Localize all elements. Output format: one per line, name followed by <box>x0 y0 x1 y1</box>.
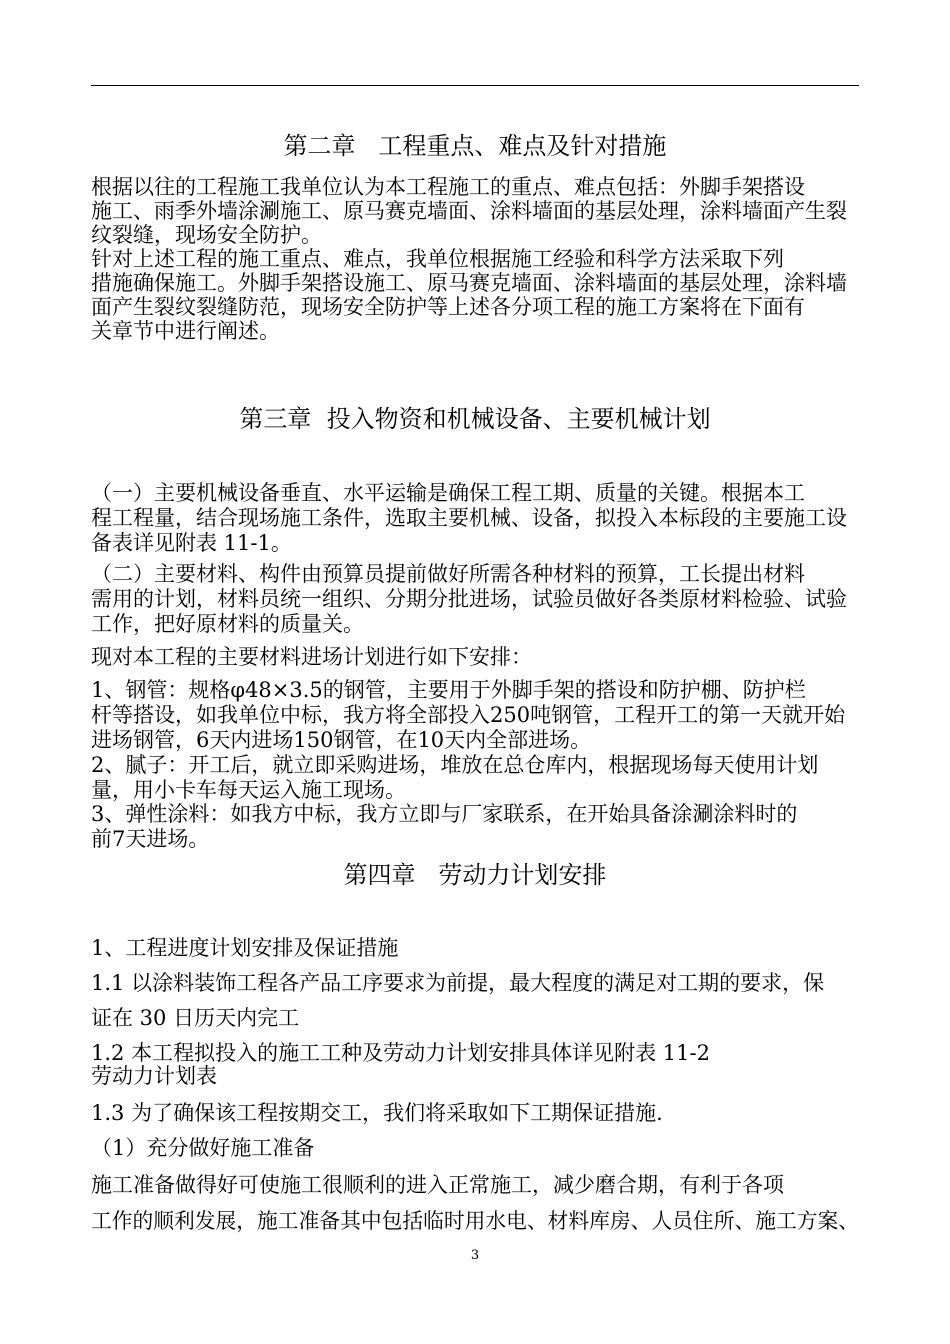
text-line: 工作的顺利发展，施工准备其中包括临时用水电、材料库房、人员住所、施工方案、 <box>91 1209 859 1233</box>
text-line: 针对上述工程的施工重点、难点，我单位根据施工经验和科学方法采取下列 <box>91 247 784 271</box>
section-1-3: 1.3 为了确保该工程按期交工，我们将采取如下工期保证措施. <box>91 1101 663 1125</box>
chapter2-title: 第二章 工程重点、难点及针对措施 <box>283 132 667 160</box>
page-number: 3 <box>470 1248 480 1263</box>
text-line: 1、钢管：规格φ48×3.5的钢管，主要用于外脚手架的搭设和防护棚、防护栏 <box>91 678 806 702</box>
text-line: 施工、雨季外墙涂涮施工、原马赛克墙面、涂料墙面的基层处理，涂料墙面产生裂 <box>91 199 847 223</box>
text-line: 工作，把好原材料的质量关。 <box>91 612 364 636</box>
text-line: （一）主要机械设备垂直、水平运输是确保工程工期、质量的关键。根据本工 <box>91 481 805 505</box>
text-line: 程工程量，结合现场施工条件，选取主要机械、设备，拟投入本标段的主要施工设 <box>91 506 847 530</box>
text-line: 2、腻子：开工后，就立即采购进场，堆放在总仓库内，根据现场每天使用计划 <box>91 753 819 777</box>
text-line: 1.2 本工程拟投入的施工工种及劳动力计划安排具体详见附表 11-2 <box>91 1041 710 1065</box>
text-line: 关章节中进行阐述。 <box>91 319 280 343</box>
text-line: 量，用小卡车每天运入施工现场。 <box>91 778 406 802</box>
header-rule <box>91 85 859 86</box>
text-line: 备表详见附表 11-1。 <box>91 531 292 555</box>
chapter3-title: 第三章 投入物资和机械设备、主要机械计划 <box>239 405 711 433</box>
text-line: 根据以往的工程施工我单位认为本工程施工的重点、难点包括：外脚手架搭设 <box>91 175 805 199</box>
text-line: 面产生裂纹裂缝防范，现场安全防护等上述各分项工程的施工方案将在下面有 <box>91 295 805 319</box>
section-1-heading: 1、工程进度计划安排及保证措施 <box>91 936 399 960</box>
section-1-3-item-1: （1）充分做好施工准备 <box>91 1136 315 1160</box>
text-line: 杆等搭设，如我单位中标，我方将全部投入250吨钢管，工程开工的第一天就开始 <box>91 703 846 727</box>
text-line: 1.1 以涂料装饰工程各产品工序要求为前提，最大程度的满足对工期的要求，保 <box>91 971 825 995</box>
text-line: 证在 30 日历天内完工 <box>91 1006 300 1030</box>
text-line: 3、弹性涂料：如我方中标，我方立即与厂家联系，在开始具备涂涮涂料时的 <box>91 802 798 826</box>
text-line: 施工准备做得好可使施工很顺利的进入正常施工，减少磨合期，有利于各项 <box>91 1173 784 1197</box>
text-line: 纹裂缝，现场安全防护。 <box>91 223 322 247</box>
text-line: 劳动力计划表 <box>91 1064 217 1088</box>
text-line: 需用的计划，材料员统一组织、分期分批进场，试验员做好各类原材料检验、试验 <box>91 587 847 611</box>
text-line: 前7天进场。 <box>91 827 210 851</box>
chapter4-title: 第四章 劳动力计划安排 <box>343 861 607 889</box>
text-line: 措施确保施工。外脚手架搭设施工、原马赛克墙面、涂料墙面的基层处理，涂料墙 <box>91 271 847 295</box>
chapter3-paragraph-3: 现对本工程的主要材料进场计划进行如下安排： <box>91 645 532 669</box>
text-line: 进场钢管，6天内进场150钢管，在10天内全部进场。 <box>91 728 592 752</box>
text-line: （二）主要材料、构件由预算员提前做好所需各种材料的预算，工长提出材料 <box>91 562 805 586</box>
